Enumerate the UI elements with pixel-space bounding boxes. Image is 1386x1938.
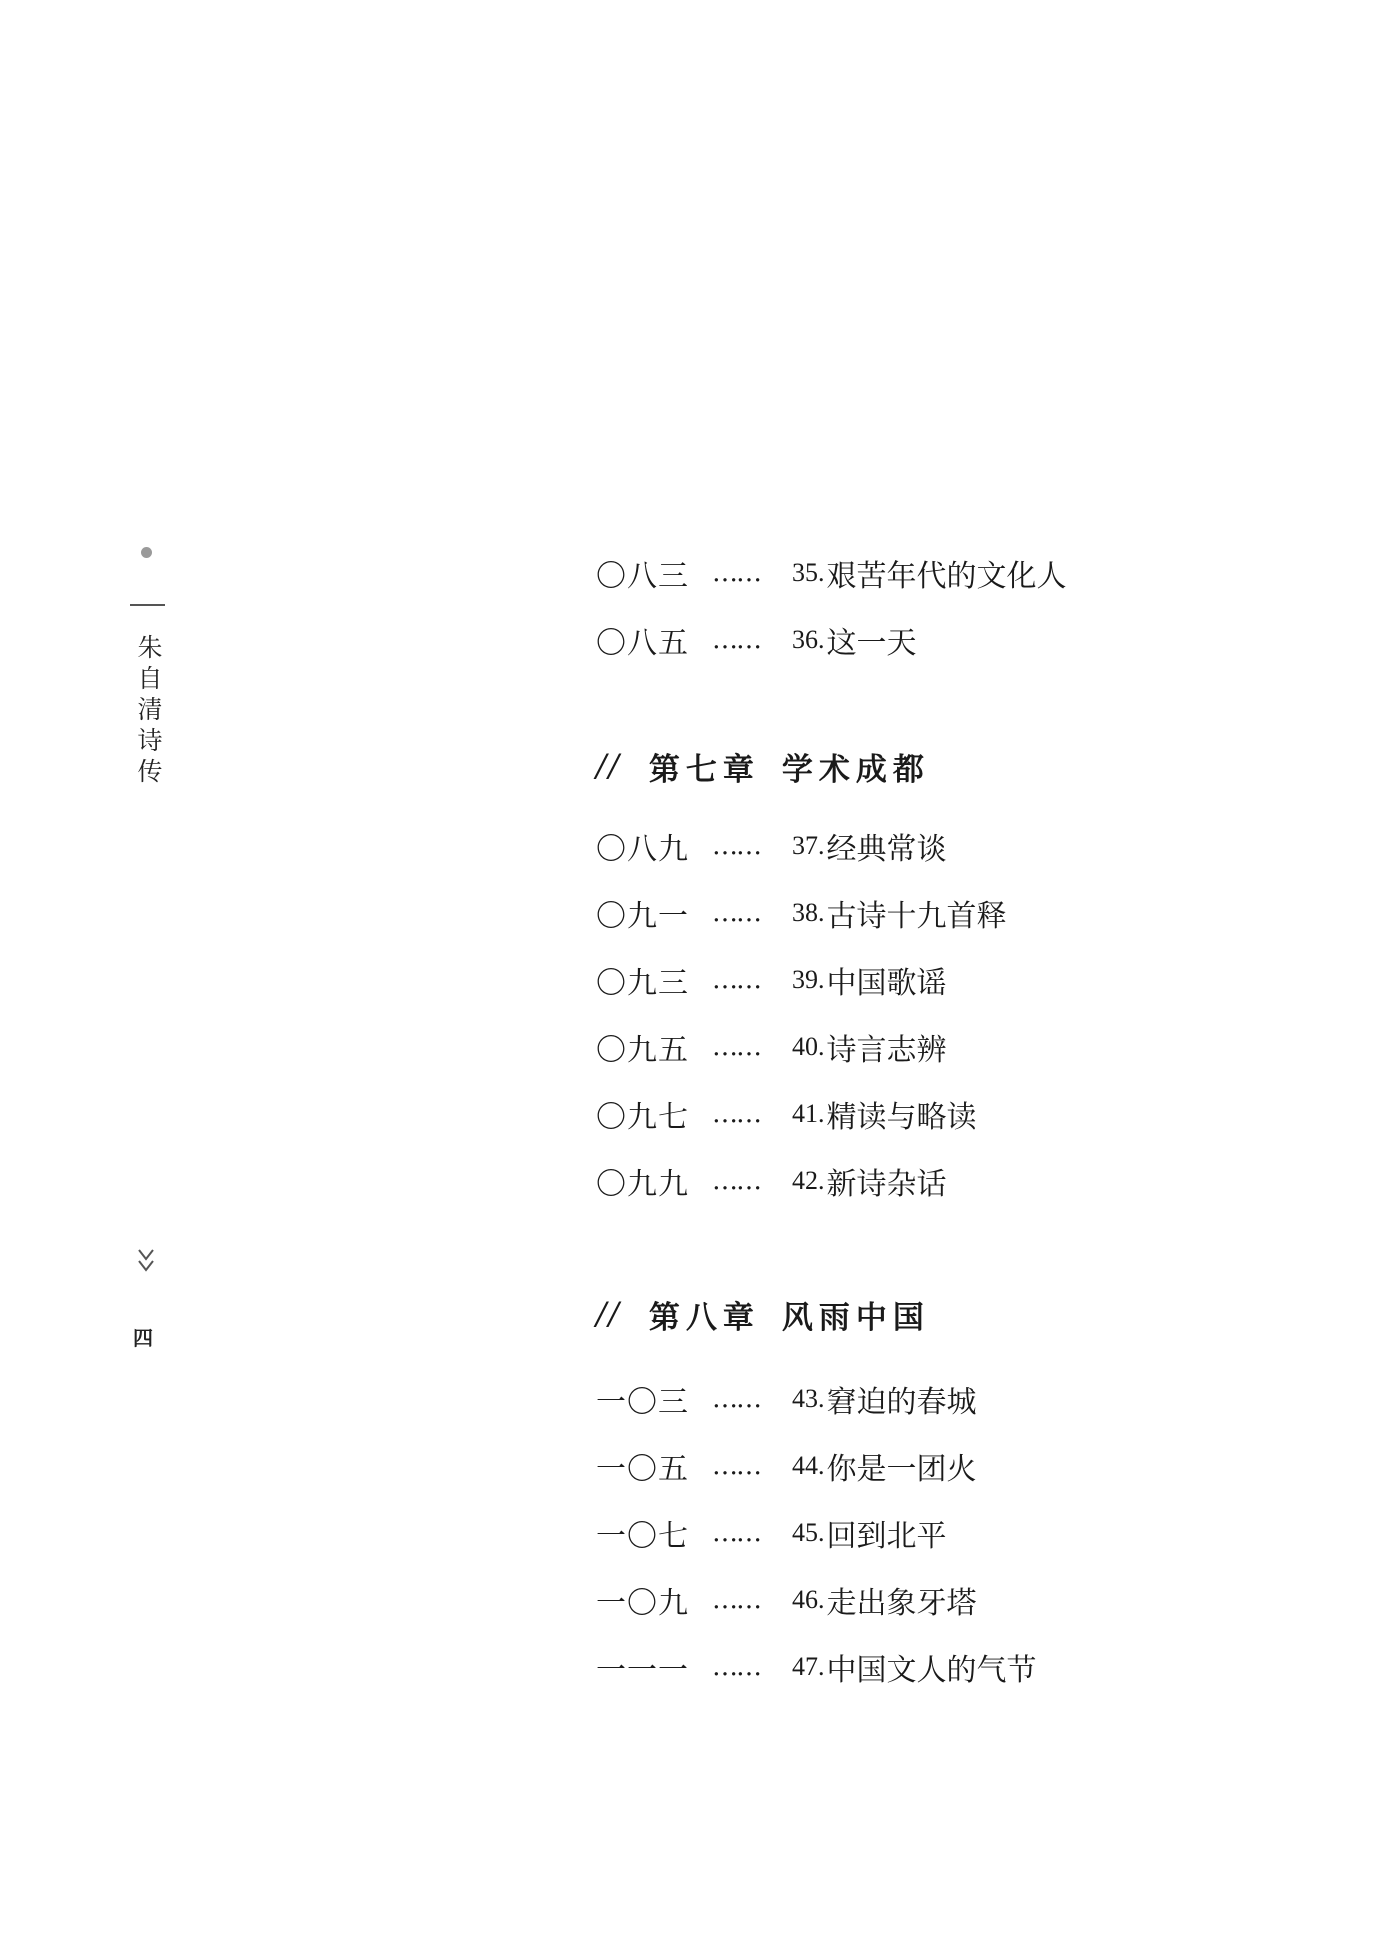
chapter-name: 学术成都	[781, 751, 930, 788]
chapter-mark: //	[596, 748, 621, 784]
toc-page: 〇八九	[596, 832, 689, 867]
toc-leader: ……	[712, 558, 760, 588]
toc-leader: ……	[712, 1585, 760, 1615]
toc-number: 40.	[792, 1032, 825, 1061]
toc-title: 中国文人的气节	[826, 1653, 1037, 1688]
toc-page: 〇九九	[596, 1167, 689, 1202]
book-title-char: 自	[137, 664, 163, 693]
chapter-label: 第七章	[648, 751, 760, 788]
toc-page: 〇九三	[596, 966, 689, 1001]
toc-number: 38.	[792, 898, 825, 927]
toc-leader: ……	[712, 898, 760, 928]
toc-title: 中国歌谣	[826, 966, 947, 1001]
toc-leader: ……	[712, 965, 760, 995]
toc-number: 41.	[792, 1099, 825, 1128]
toc-title: 窘迫的春城	[826, 1385, 977, 1420]
chapter-heading-8[interactable]	[596, 1291, 930, 1337]
toc-entry[interactable]	[596, 1094, 977, 1134]
toc-title: 诗言志辨	[826, 1033, 947, 1068]
book-title-char: 诗	[137, 726, 163, 755]
toc-title: 艰苦年代的文化人	[826, 559, 1067, 594]
toc-entry[interactable]	[596, 553, 1067, 593]
book-title-char: 朱	[137, 633, 163, 662]
toc-leader: ……	[712, 625, 760, 655]
toc-number: 35.	[792, 558, 825, 587]
toc-title: 走出象牙塔	[826, 1586, 977, 1621]
toc-title: 你是一团火	[826, 1452, 977, 1487]
toc-number: 47.	[792, 1652, 825, 1681]
toc-page: 〇九一	[596, 899, 689, 934]
book-title-char: 传	[137, 757, 163, 786]
toc-number: 45.	[792, 1518, 825, 1547]
toc-page: 一〇七	[596, 1519, 689, 1554]
margin-column	[0, 0, 300, 1938]
toc-number: 37.	[792, 831, 825, 860]
chapter-heading-7[interactable]	[596, 743, 930, 789]
toc-leader: ……	[712, 1384, 760, 1414]
page-number: 四	[133, 1326, 153, 1350]
toc-entry[interactable]	[596, 1580, 977, 1620]
toc-number: 44.	[792, 1451, 825, 1480]
toc-entry[interactable]	[596, 1513, 947, 1553]
toc-page: 一一一	[596, 1653, 689, 1688]
toc-leader: ……	[712, 1032, 760, 1062]
toc-leader: ……	[712, 831, 760, 861]
toc-leader: ……	[712, 1518, 760, 1548]
toc-leader: ……	[712, 1166, 760, 1196]
toc-title: 这一天	[826, 626, 917, 661]
toc-page: 一〇三	[596, 1385, 689, 1420]
toc-title: 古诗十九首释	[826, 899, 1007, 934]
toc-entry[interactable]	[596, 1647, 1037, 1687]
chevron-down-icon	[135, 1247, 159, 1275]
toc-page: 〇九七	[596, 1100, 689, 1135]
toc-page: 〇八三	[596, 559, 689, 594]
toc-entry[interactable]	[596, 893, 1007, 933]
toc-number: 43.	[792, 1384, 825, 1413]
toc-title: 新诗杂话	[826, 1167, 947, 1202]
toc-title: 回到北平	[826, 1519, 947, 1554]
chapter-label: 第八章	[648, 1299, 760, 1336]
chapter-name: 风雨中国	[781, 1299, 930, 1336]
toc-entry[interactable]	[596, 1027, 947, 1067]
decorative-dot	[141, 547, 152, 558]
toc-number: 42.	[792, 1166, 825, 1195]
decorative-rule	[130, 604, 165, 606]
toc-entry[interactable]	[596, 1446, 977, 1486]
toc-number: 46.	[792, 1585, 825, 1614]
toc-number: 36.	[792, 625, 825, 654]
toc-entry[interactable]	[596, 826, 947, 866]
toc-page: 〇九五	[596, 1033, 689, 1068]
toc-number: 39.	[792, 965, 825, 994]
toc-leader: ……	[712, 1451, 760, 1481]
toc-leader: ……	[712, 1099, 760, 1129]
toc-entry[interactable]	[596, 620, 917, 660]
book-title-char: 清	[137, 695, 163, 724]
toc-title: 经典常谈	[826, 832, 947, 867]
running-book-title	[135, 632, 165, 787]
toc-page: 一〇五	[596, 1452, 689, 1487]
chapter-mark: //	[596, 1296, 621, 1332]
toc-entry[interactable]	[596, 1161, 947, 1201]
toc-page: 一〇九	[596, 1586, 689, 1621]
toc-page: 〇八五	[596, 626, 689, 661]
toc-title: 精读与略读	[826, 1100, 977, 1135]
toc-entry[interactable]	[596, 960, 947, 1000]
toc-leader: ……	[712, 1652, 760, 1682]
toc-entry[interactable]	[596, 1379, 977, 1419]
